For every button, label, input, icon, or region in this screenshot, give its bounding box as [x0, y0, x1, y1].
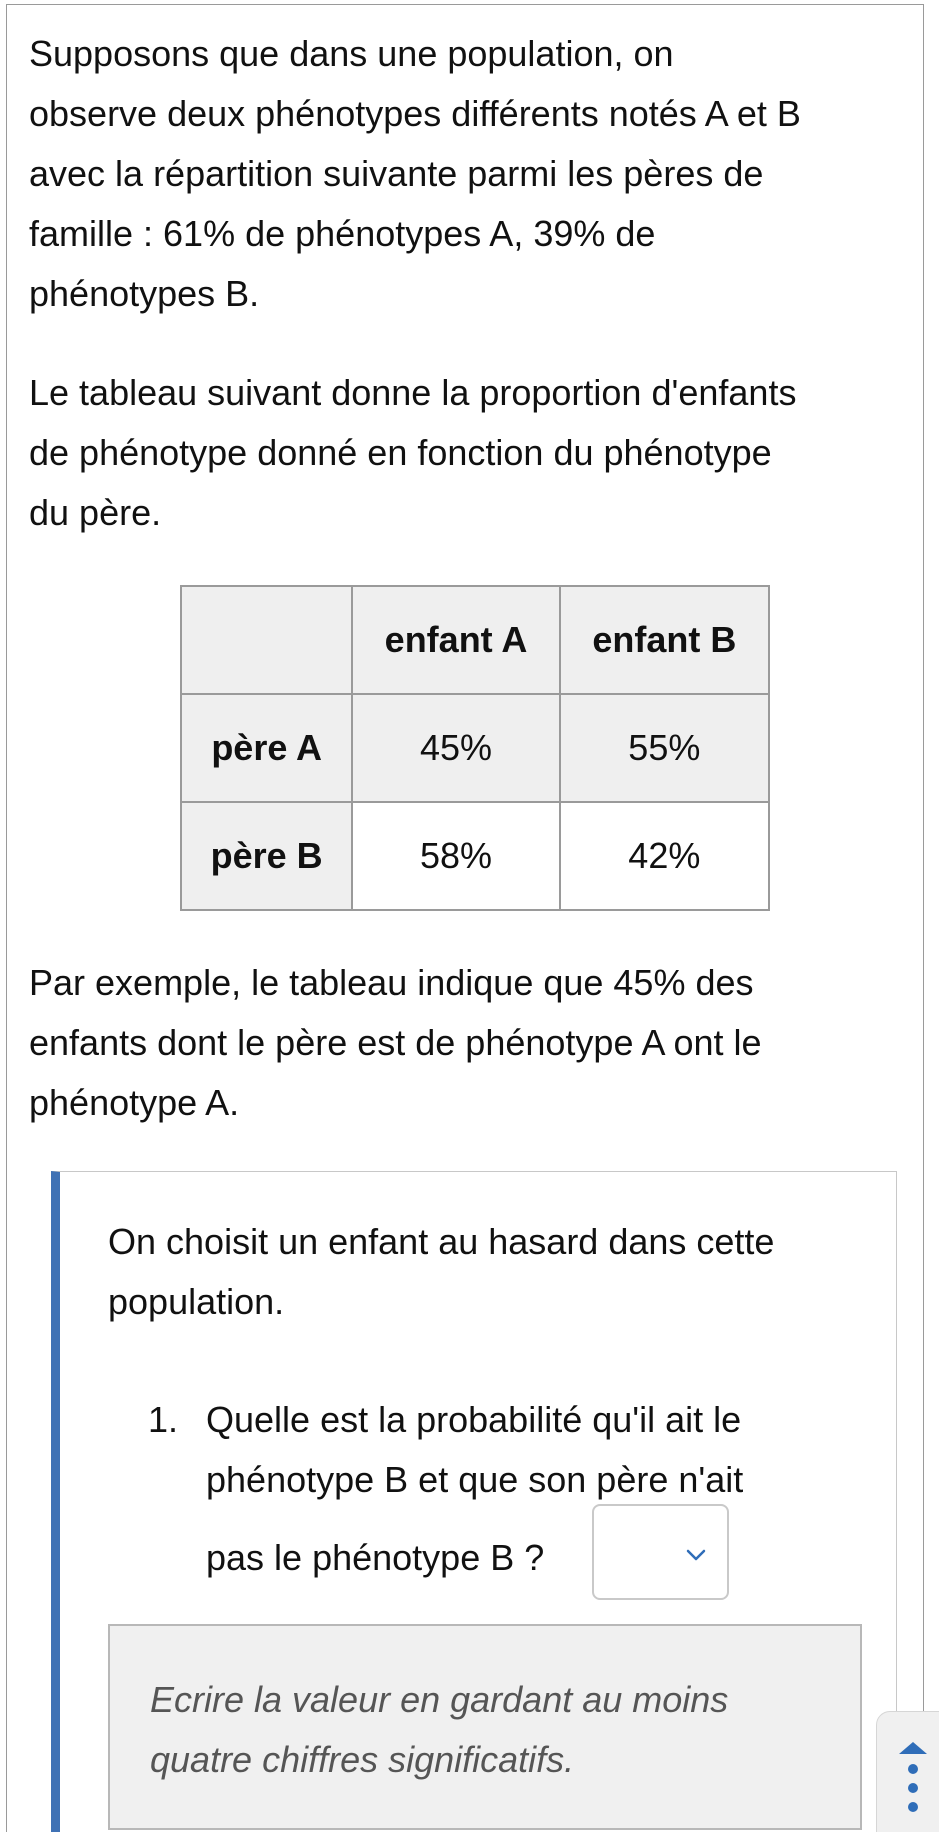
question-intro: On choisit un enfant au hasard dans cette population. — [108, 1221, 775, 1322]
table-header-enfant-a: enfant A — [352, 586, 559, 694]
chevron-down-icon — [685, 1544, 707, 1566]
table-row — [181, 694, 769, 802]
row-header-pere-a: père A — [181, 694, 352, 802]
question-text-line3: pas le phénotype B ? — [206, 1537, 545, 1578]
question-text: Quelle est la probabilité qu'il ait le phénotype B et que son père n'ait — [206, 1399, 744, 1500]
table-header-corner — [181, 586, 352, 694]
hint-text: Ecrire la valeur en gardant au moins quatre chiffres significatifs. — [150, 1679, 729, 1780]
phenotype-table — [180, 585, 770, 911]
cell-pere-b-enfant-a: 58% — [352, 802, 559, 910]
table-row — [181, 802, 769, 910]
question-number: 1. — [148, 1399, 179, 1440]
intro-paragraph: Supposons que dans une population, on observe deux phénotypes différents notés A et B avec la répartition suivante parmi les pères de famille : 61% de phénotypes A, 39% de phénotypes B. — [29, 33, 801, 314]
answer-dropdown[interactable] — [592, 1504, 729, 1600]
side-scroll-tab[interactable] — [876, 1711, 939, 1832]
row-header-pere-b: père B — [181, 802, 352, 910]
example-paragraph: Par exemple, le tableau indique que 45% des enfants dont le père est de phénotype A ont le phénotype A. — [29, 962, 762, 1123]
table-intro-paragraph: Le tableau suivant donne la proportion d'enfants de phénotype donné en fonction du phénotype du père. — [29, 372, 797, 533]
cell-pere-a-enfant-b: 55% — [560, 694, 769, 802]
exercise-card — [6, 4, 924, 1832]
question-box — [51, 1171, 897, 1832]
cell-pere-b-enfant-b: 42% — [560, 802, 769, 910]
cell-pere-a-enfant-a: 45% — [352, 694, 559, 802]
table-header-row — [181, 586, 769, 694]
scroll-up-dots-icon — [897, 1742, 929, 1832]
hint-box — [108, 1624, 862, 1830]
table-header-enfant-b: enfant B — [560, 586, 769, 694]
